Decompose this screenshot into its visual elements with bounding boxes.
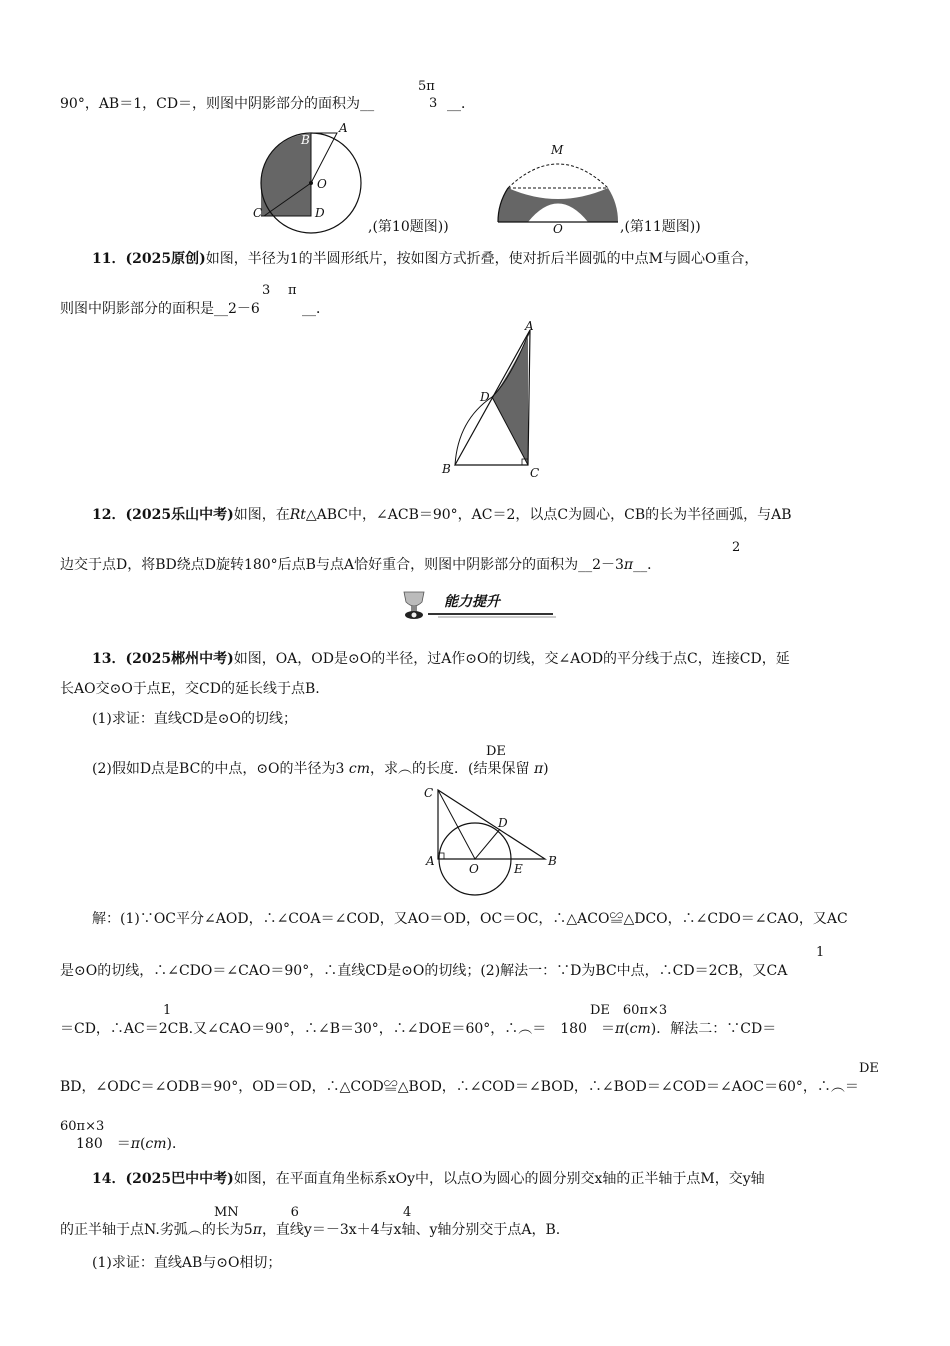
q11-text1: 如图，半径为1的半圆形纸片，按如图方式折叠，使对折后半圆弧的中点M与圆心O重合， — [205, 251, 759, 267]
fig11-label-M: M — [551, 143, 564, 157]
q13-text1: 如图，OA，OD是⊙O的半径，过A作⊙O的切线，交∠AOD的平分线于点C，连接CD，延 — [233, 651, 790, 667]
q10-answer-denominator: 3 — [429, 96, 438, 111]
q13-number: 13． — [92, 651, 126, 667]
q11-answer: 2－6 — [228, 301, 260, 317]
sol13-line5 — [76, 1137, 186, 1151]
sol13-line2-top: 1 — [816, 945, 825, 960]
figure-10 — [245, 120, 375, 225]
fig12-label-A: A — [525, 319, 534, 333]
figure-11 — [495, 140, 625, 236]
q12-text1b: △ABC中，∠ACB＝90°，AC＝2，以点C为圆心，CB的长为半径画弧，与AB — [305, 507, 792, 523]
q14-tops: MN 6 4 — [214, 1205, 412, 1220]
q11-number: 11． — [92, 251, 126, 267]
sol13-line3-top2: DE 60π×3 — [590, 1003, 668, 1018]
sol13-line3-pi: π — [615, 1021, 625, 1037]
fig13-label-E: E — [514, 862, 523, 876]
q13-line2: 长AO交⊙O于点E，交CD的延长线于点B. — [60, 681, 320, 697]
sol13-line5-top: 60π×3 — [60, 1119, 105, 1134]
fig11-caption-text: (第11题图) — [624, 219, 696, 235]
q13-arc-symbol: ︵ — [398, 761, 413, 777]
q12-number: 12． — [92, 507, 126, 523]
fig13-label-O: O — [469, 862, 479, 876]
q13-part2b: ，求 — [370, 761, 399, 777]
q14-text2c: ，直线y＝－3x＋4与x轴、y轴分别交于点A，B. — [261, 1222, 561, 1238]
fig10-center-dot — [309, 181, 313, 185]
fig13-label-C: C — [424, 786, 434, 800]
sol13-line4-end: ＝ — [844, 1079, 859, 1095]
q10-line: 90°，AB＝1，CD＝，则图中阴影部分的面积为 — [60, 96, 361, 112]
q13-line1 — [92, 652, 790, 666]
fig12-label-D: D — [480, 390, 490, 404]
figure-12 — [440, 319, 550, 480]
q11-frac-top-a: 3 — [262, 283, 271, 298]
q11-line2 — [60, 302, 260, 316]
fig13-label-B: B — [548, 854, 557, 868]
q14-text2a: 的正半轴于点N.劣弧 — [60, 1222, 188, 1238]
q13-part2a: (2)假如D点是BC的中点，⊙O的半径为3 — [92, 761, 345, 777]
sol13-line3 — [60, 1022, 776, 1036]
q12-text2: 边交于点D，将BD绕点D旋转180°后点B与点A恰好重合，则图中阴影部分的面积为 — [60, 557, 579, 573]
sol13-line5b: ( — [139, 1136, 146, 1152]
q13-part2d: ) — [543, 761, 549, 777]
q13-source: (2025郴州中考) — [125, 651, 234, 667]
sol13-line3c: ( — [624, 1021, 630, 1037]
q10-blank-left: __ — [360, 96, 375, 112]
sol13-line4-top: DE — [859, 1061, 879, 1076]
q12-line2 — [60, 558, 661, 572]
sol13-line3-top1: 1 — [163, 1003, 172, 1018]
sol13-line3a: ＝CD，∴AC＝2CB.又∠CAO＝90°，∴∠B＝30°，∴∠DOE＝60°，∴ — [60, 1021, 519, 1037]
sol13-line1: 解：(1)∵OC平分∠AOD，∴∠COA＝∠COD，又AO＝OD，OC＝OC，∴△ACO≌△DCO，∴∠CDO＝∠CAO，又AC — [92, 911, 848, 927]
q11-line1 — [92, 252, 758, 266]
q10-blank-right: __． — [447, 96, 475, 112]
q14-source: (2025巴中中考) — [125, 1171, 234, 1187]
q12-source: (2025乐山中考) — [125, 507, 234, 523]
banner-text: 能力提升 — [444, 594, 500, 610]
q11-frac-top-b: π — [288, 283, 297, 298]
fig11-shaded-region — [498, 188, 618, 222]
sol13-line3-cm: cm — [629, 1021, 651, 1037]
fig12-label-B: B — [442, 462, 451, 476]
fig11-caption: ,(第11题图)) — [620, 219, 701, 235]
q10-answer-numerator: 5π — [418, 79, 435, 94]
q14-number: 14． — [92, 1171, 126, 1187]
q14-part1: (1)求证：直线AB与⊙O相切； — [92, 1255, 282, 1271]
fig10-label-D: D — [315, 206, 325, 220]
section-banner — [398, 590, 558, 620]
q10-text — [60, 97, 374, 111]
banner-underline — [428, 610, 558, 618]
q14-pi: π — [252, 1222, 262, 1238]
fig10-caption-text: (第10题图) — [372, 219, 444, 235]
q13-part2 — [92, 762, 549, 776]
q11-source: (2025原创) — [125, 251, 206, 267]
fig12-shaded-region — [492, 333, 530, 465]
sol13-line4 — [60, 1080, 859, 1094]
q12-frac-top: 2 — [732, 540, 741, 555]
sol13-line5a: 180 ＝ — [76, 1136, 131, 1152]
sol13-line4-text: BD，∠ODC＝∠ODB＝90°，OD＝OD，∴△COD≌△BOD，∴∠COD＝∠BOD，∴∠BOD＝∠COD＝∠AOC＝60°，∴ — [60, 1079, 831, 1095]
sol13-line3-arc: ︵ — [518, 1021, 533, 1037]
sol13-line4-arc: ︵ — [830, 1079, 845, 1095]
q14-text1: 如图，在平面直角坐标系xOy中，以点O为圆心的圆分别交x轴的正半轴于点M，交y轴 — [233, 1171, 765, 1187]
sol13-line3d: )．解法二：∵CD＝ — [650, 1021, 777, 1037]
fig11-dashed-arc — [508, 164, 608, 188]
q13-cm: cm — [348, 761, 371, 777]
sol13-line2: 是⊙O的切线，∴∠CDO＝∠CAO＝90°，∴直线CD是⊙O的切线；(2)解法一：∵D为BC中点，∴CD＝2CB，又CA — [60, 963, 788, 979]
figure-13 — [420, 785, 570, 905]
fig13-triangle — [438, 790, 545, 859]
q12-rt: Rt — [289, 507, 306, 523]
fig13-label-D: D — [498, 816, 508, 830]
q12-pi: π — [623, 557, 634, 573]
q14-arc-symbol: ︵ — [187, 1222, 202, 1238]
sol13-line5-cm: cm — [145, 1136, 167, 1152]
q14-line1 — [92, 1172, 765, 1186]
fig12-label-C: C — [530, 466, 540, 480]
sol13-line3b: ＝ 180 ＝ — [532, 1021, 615, 1037]
q12-blank-right: __． — [633, 557, 662, 573]
sol13-line5c: )． — [166, 1136, 186, 1152]
fig10-label-B: B — [301, 133, 310, 147]
q14-text2b: 的长为5 — [201, 1222, 253, 1238]
fig10-label-C: C — [253, 206, 263, 220]
q11-blank-right: __． — [302, 301, 330, 317]
fig13-label-A: A — [426, 854, 435, 868]
fig10-label-A: A — [339, 121, 348, 135]
q12-text1a: 如图，在 — [233, 507, 290, 523]
fig10-caption: ,(第10题图)) — [368, 219, 449, 235]
fig11-label-O: O — [553, 222, 563, 236]
fig10-label-O: O — [317, 177, 327, 191]
q12-answer: __2－3 — [578, 557, 624, 573]
q13-part2c: 的长度．(结果保留 — [412, 761, 530, 777]
q13-arc-label: DE — [486, 744, 506, 759]
q11-blank-left: __ — [214, 301, 228, 317]
q13-pi: π — [533, 761, 544, 777]
q14-line2 — [60, 1223, 560, 1237]
q12-line1 — [92, 508, 792, 522]
q11-text2: 则图中阴影部分的面积是 — [60, 301, 214, 317]
sol13-line5-pi: π — [130, 1136, 140, 1152]
q13-part1: (1)求证：直线CD是⊙O的切线； — [92, 711, 297, 727]
